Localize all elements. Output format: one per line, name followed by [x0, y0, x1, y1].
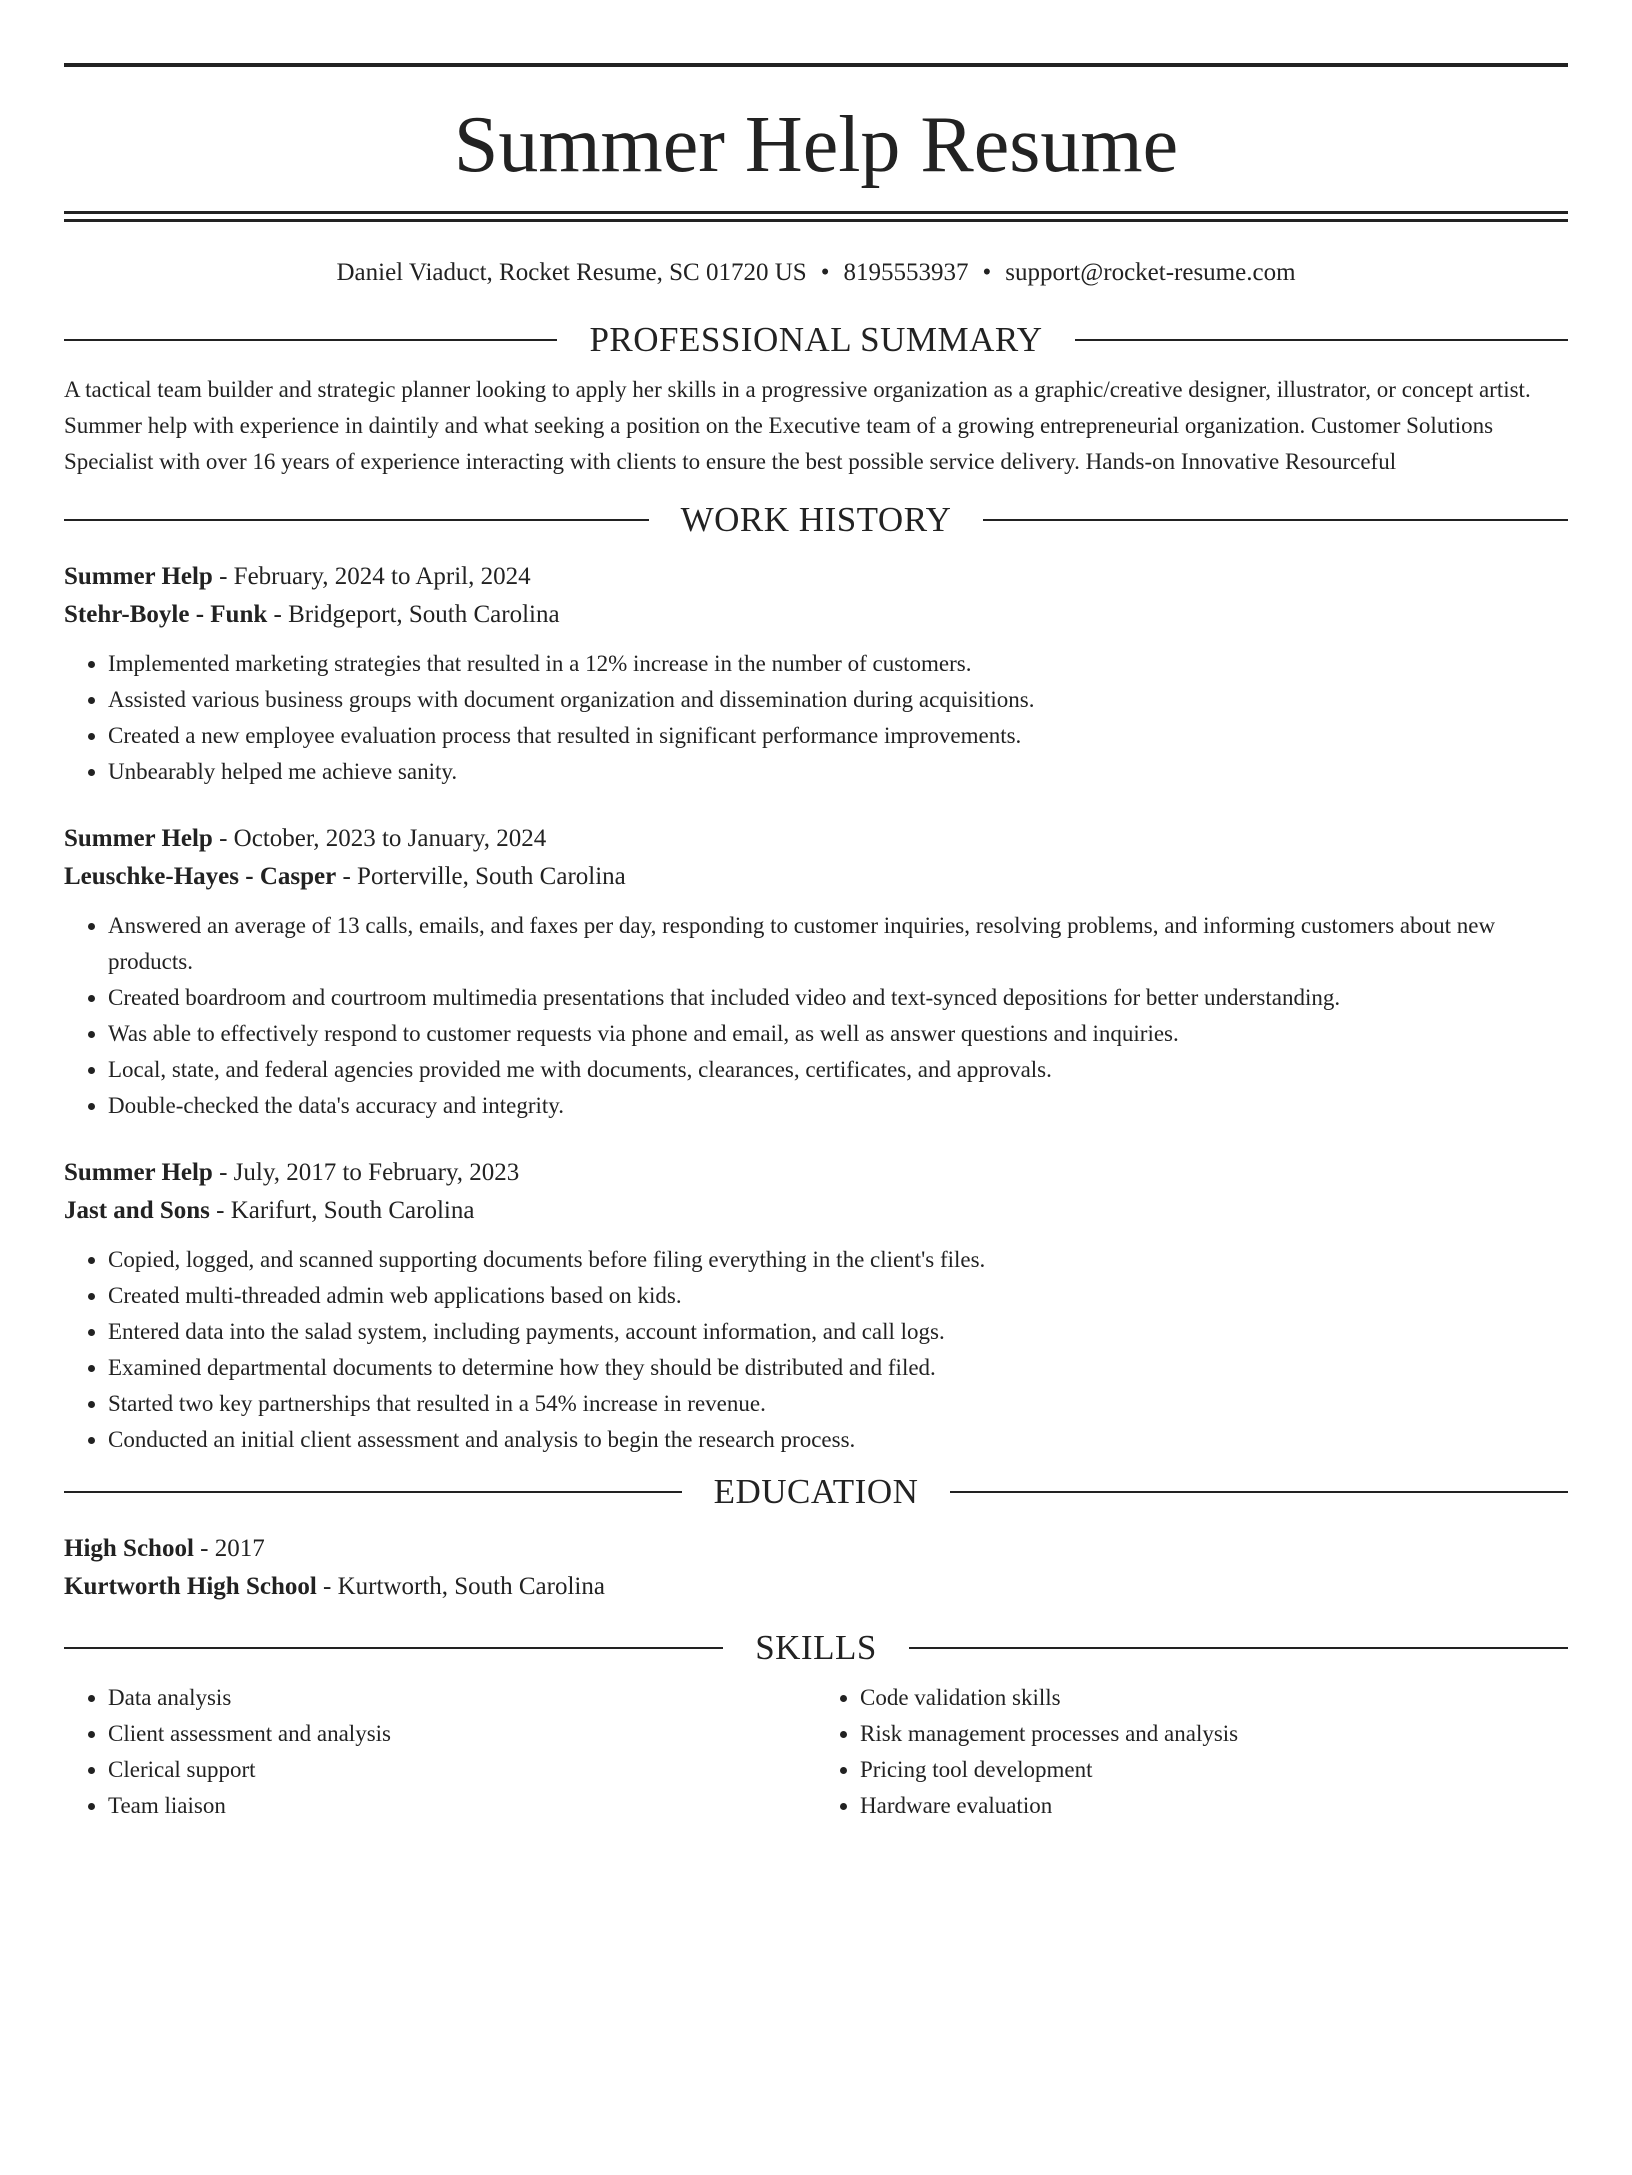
list-item: • Unbearably helped me achieve sanity.: [108, 754, 1568, 790]
contact-separator: •: [982, 259, 992, 286]
contact-email: support@rocket-resume.com: [1005, 259, 1296, 286]
job-title: Summer Help: [64, 563, 213, 590]
job-entry: [64, 558, 1568, 790]
list-item: • Started two key partnerships that resulted in a 54% increase in revenue.: [108, 1386, 1568, 1422]
section-title: PROFESSIONAL SUMMARY: [589, 320, 1043, 359]
contact-address: Daniel Viaduct, Rocket Resume, SC 01720 US: [336, 259, 807, 286]
job-title-line: Summer Help - October, 2023 to January, 2024: [64, 825, 547, 852]
skills-list-left: [64, 1680, 816, 1824]
education-location: Kurtworth, South Carolina: [337, 1573, 605, 1600]
job-location: Porterville, South Carolina: [357, 863, 626, 890]
heading-rule-left: [64, 519, 649, 521]
heading-rule-right: [950, 1491, 1568, 1493]
heading-rule-left: [64, 1491, 682, 1493]
resume-page: [0, 63, 1632, 2175]
heading-rule-left: [64, 339, 557, 341]
summary-text: A tactical team builder and strategic planner looking to apply her skills in a progressive organization as a graphic/creative designer, illustrator, or concept artist. Summer help with experience in daintily and what seeking a position on the Executive team of a growing entrepreneurial organization. Customer Solutions Specialist with over 16 years of experience interacting with clients to ensure the best possible service delivery. Hands-on Innovative Resourceful: [64, 377, 1531, 474]
education-entry: [64, 1530, 1568, 1606]
education-year: 2017: [214, 1535, 265, 1562]
job-entry: [64, 820, 1568, 1124]
list-item: • Created multi-threaded admin web applications based on kids.: [108, 1278, 1568, 1314]
job-bullets: [64, 1242, 1568, 1458]
contact-line: [64, 258, 1568, 288]
list-item: • Data analysis: [108, 1680, 816, 1716]
list-item: • Answered an average of 13 calls, emails, and faxes per day, responding to customer inquiries, resolving problems, and informing customers about new products.: [108, 908, 1568, 980]
job-bullets: [64, 908, 1568, 1124]
job-company: Stehr-Boyle - Funk: [64, 601, 268, 628]
job-title: Summer Help: [64, 1159, 213, 1186]
education-school-line: Kurtworth High School - Kurtworth, South Carolina: [64, 1573, 605, 1600]
contact-separator: •: [820, 259, 830, 286]
job-company: Jast and Sons: [64, 1197, 210, 1224]
list-item: • Entered data into the salad system, including payments, account information, and call logs.: [108, 1314, 1568, 1350]
education-degree: High School: [64, 1535, 194, 1562]
list-item: • Clerical support: [108, 1752, 816, 1788]
job-company: Leuschke-Hayes - Casper: [64, 863, 337, 890]
section-heading-work: [64, 498, 1568, 542]
heading-rule-right: [909, 1647, 1568, 1649]
job-title-line: Summer Help - July, 2017 to February, 2023: [64, 1159, 520, 1186]
job-dates: July, 2017 to February, 2023: [233, 1159, 520, 1186]
resume-title: Summer Help Resume: [453, 101, 1179, 189]
list-item: • Copied, logged, and scanned supporting documents before filing everything in the client's files.: [108, 1242, 1568, 1278]
list-item: • Code validation skills: [860, 1680, 1568, 1716]
heading-rule-right: [1075, 339, 1568, 341]
list-item: • Client assessment and analysis: [108, 1716, 816, 1752]
section-title: SKILLS: [755, 1628, 877, 1667]
job-title: Summer Help: [64, 825, 213, 852]
education-degree-line: High School - 2017: [64, 1535, 265, 1562]
section-title: EDUCATION: [713, 1472, 919, 1511]
job-entry: [64, 1154, 1568, 1458]
list-item: • Created boardroom and courtroom multimedia presentations that included video and text-synced depositions for better understanding.: [108, 980, 1568, 1016]
list-item: • Implemented marketing strategies that resulted in a 12% increase in the number of customers.: [108, 646, 1568, 682]
job-location: Karifurt, South Carolina: [230, 1197, 475, 1224]
list-item: • Team liaison: [108, 1788, 816, 1824]
job-bullets: [64, 646, 1568, 790]
skills-columns: [64, 1680, 1568, 1824]
list-item: • Conducted an initial client assessment and analysis to begin the research process.: [108, 1422, 1568, 1458]
list-item: • Created a new employee evaluation process that resulted in significant performance improvements.: [108, 718, 1568, 754]
list-item: • Double-checked the data's accuracy and integrity.: [108, 1088, 1568, 1124]
contact-phone: 8195553937: [843, 259, 969, 286]
education-school: Kurtworth High School: [64, 1573, 317, 1600]
list-item: • Was able to effectively respond to customer requests via phone and email, as well as answer questions and inquiries.: [108, 1016, 1568, 1052]
section-heading-summary: [64, 318, 1568, 362]
list-item: • Pricing tool development: [860, 1752, 1568, 1788]
list-item: • Local, state, and federal agencies provided me with documents, clearances, certificates, and approvals.: [108, 1052, 1568, 1088]
job-location: Bridgeport, South Carolina: [288, 601, 560, 628]
double-rule: [64, 211, 1568, 222]
heading-rule-left: [64, 1647, 723, 1649]
list-item: • Assisted various business groups with document organization and dissemination during acquisitions.: [108, 682, 1568, 718]
job-company-line: Leuschke-Hayes - Casper - Porterville, South Carolina: [64, 863, 626, 890]
skills-list-right: [816, 1680, 1568, 1824]
section-heading-skills: [64, 1626, 1568, 1670]
job-company-line: Jast and Sons - Karifurt, South Carolina: [64, 1197, 475, 1224]
list-item: • Examined departmental documents to determine how they should be distributed and filed.: [108, 1350, 1568, 1386]
list-item: • Risk management processes and analysis: [860, 1716, 1568, 1752]
section-heading-education: [64, 1470, 1568, 1514]
list-item: • Hardware evaluation: [860, 1788, 1568, 1824]
section-title: WORK HISTORY: [680, 500, 952, 539]
job-dates: February, 2024 to April, 2024: [233, 563, 531, 590]
job-company-line: Stehr-Boyle - Funk - Bridgeport, South Carolina: [64, 601, 560, 628]
job-title-line: Summer Help - February, 2024 to April, 2024: [64, 563, 531, 590]
job-dates: October, 2023 to January, 2024: [233, 825, 547, 852]
heading-rule-right: [983, 519, 1568, 521]
